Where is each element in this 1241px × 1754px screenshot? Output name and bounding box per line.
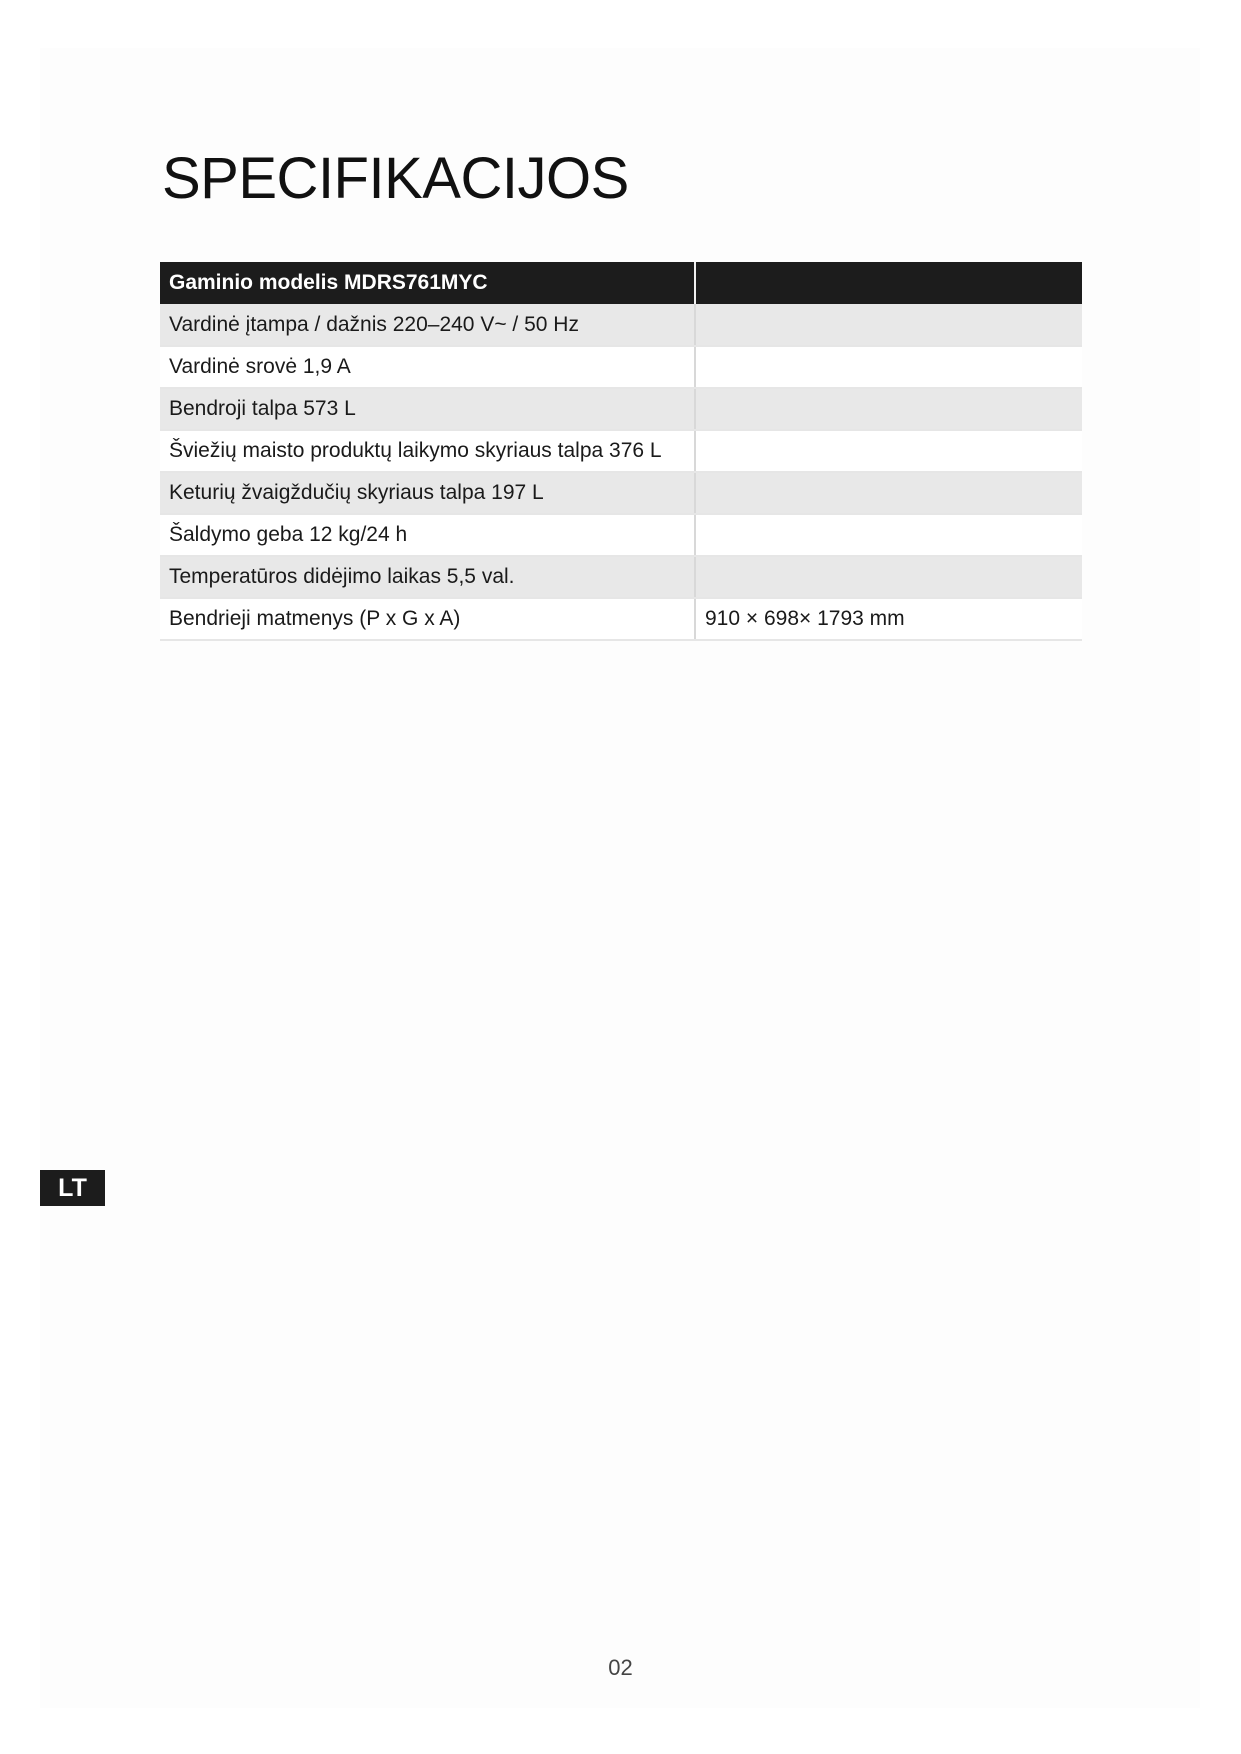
table-row (160, 388, 1082, 430)
page-number: 02 (608, 1655, 633, 1680)
table-row (160, 598, 1082, 640)
spec-value (695, 304, 1082, 346)
spec-label: Keturių žvaigždučių skyriaus talpa 197 L (160, 472, 695, 514)
spec-label: Šviežių maisto produktų laikymo skyriaus talpa 376 L (160, 430, 695, 472)
specifications-table (160, 262, 1082, 641)
table-row (160, 430, 1082, 472)
spec-label: Vardinė srovė 1,9 A (160, 346, 695, 388)
header-cell-value (695, 262, 1082, 304)
header-cell-model: Gaminio modelis MDRS761MYC (160, 262, 695, 304)
page-title: SPECIFIKACIJOS (162, 146, 629, 211)
spec-value (695, 430, 1082, 472)
table-header-row (160, 262, 1082, 304)
spec-value (695, 556, 1082, 598)
table-row (160, 346, 1082, 388)
language-tab: LT (40, 1170, 105, 1206)
table-row (160, 556, 1082, 598)
table-row (160, 472, 1082, 514)
spec-value (695, 388, 1082, 430)
table-row (160, 514, 1082, 556)
table-row (160, 304, 1082, 346)
spec-label: Šaldymo geba 12 kg/24 h (160, 514, 695, 556)
spec-value: 910 × 698× 1793 mm (695, 598, 1082, 640)
spec-value (695, 472, 1082, 514)
spec-label: Bendroji talpa 573 L (160, 388, 695, 430)
spec-label: Vardinė įtampa / dažnis 220–240 V~ / 50 Hz (160, 304, 695, 346)
spec-label: Temperatūros didėjimo laikas 5,5 val. (160, 556, 695, 598)
spec-value (695, 346, 1082, 388)
spec-value (695, 514, 1082, 556)
spec-label: Bendrieji matmenys (P x G x A) (160, 598, 695, 640)
